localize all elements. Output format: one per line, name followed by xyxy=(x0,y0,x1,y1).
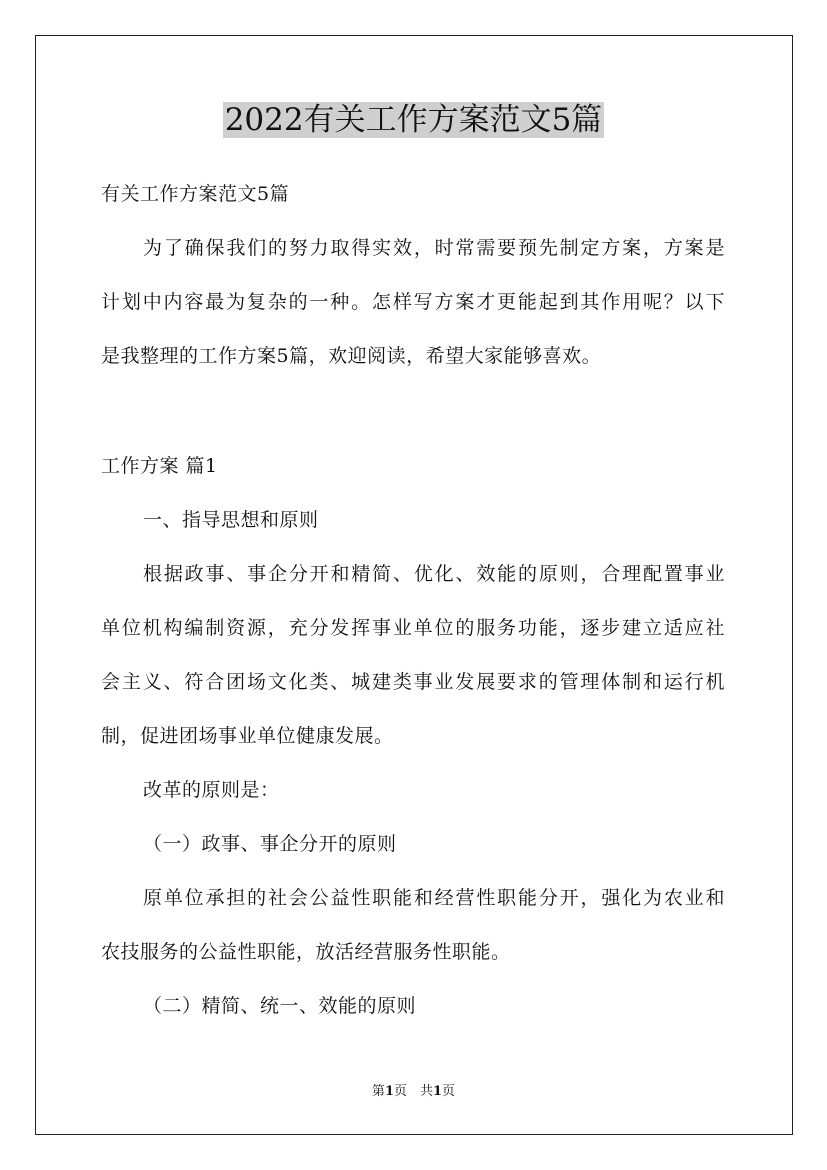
footer-page-total: 1 xyxy=(433,1084,443,1099)
item-1-body-line-2: 单位机构编制资源，充分发挥事业单位的服务功能，逐步建立适应社 xyxy=(101,617,725,639)
footer-page-suffix: 页 xyxy=(442,1084,456,1099)
footer-page-prefix: 第 xyxy=(371,1084,385,1099)
section-heading: 工作方案 篇1 xyxy=(101,455,218,477)
intro-line-1: 为了确保我们的努力取得实效，时常需要预先制定方案，方案是 xyxy=(143,237,725,259)
footer-page-number: 1 xyxy=(384,1084,394,1099)
document-subtitle: 有关工作方案范文5篇 xyxy=(101,183,290,205)
item-1-heading: 一、指导思想和原则 xyxy=(143,509,319,531)
footer-page-mid: 页 共 xyxy=(393,1084,433,1099)
document-title-text: 2022有关工作方案范文5篇 xyxy=(224,102,603,138)
intro-line-3: 是我整理的工作方案5篇，欢迎阅读，希望大家能够喜欢。 xyxy=(101,345,602,367)
item-1-body-line-1: 根据政事、事企分开和精简、优化、效能的原则，合理配置事业 xyxy=(143,563,725,585)
principle-1-body-line-2: 农技服务的公益性职能，放活经营服务性职能。 xyxy=(101,941,511,963)
principles-intro: 改革的原则是： xyxy=(143,779,280,801)
document-title xyxy=(0,98,827,142)
item-1-body-line-3: 会主义、符合团场文化类、城建类事业发展要求的管理体制和运行机 xyxy=(101,671,725,693)
principle-1-heading: （一）政事、事企分开的原则 xyxy=(143,833,397,855)
principle-1-body-line-1: 原单位承担的社会公益性职能和经营性职能分开，强化为农业和 xyxy=(143,887,725,909)
intro-line-2: 计划中内容最为复杂的一种。怎样写方案才更能起到其作用呢？以下 xyxy=(101,291,725,313)
page-footer xyxy=(0,1083,827,1101)
principle-2-heading: （二）精简、统一、效能的原则 xyxy=(143,995,417,1017)
item-1-body-line-4: 制，促进团场事业单位健康发展。 xyxy=(101,725,394,747)
